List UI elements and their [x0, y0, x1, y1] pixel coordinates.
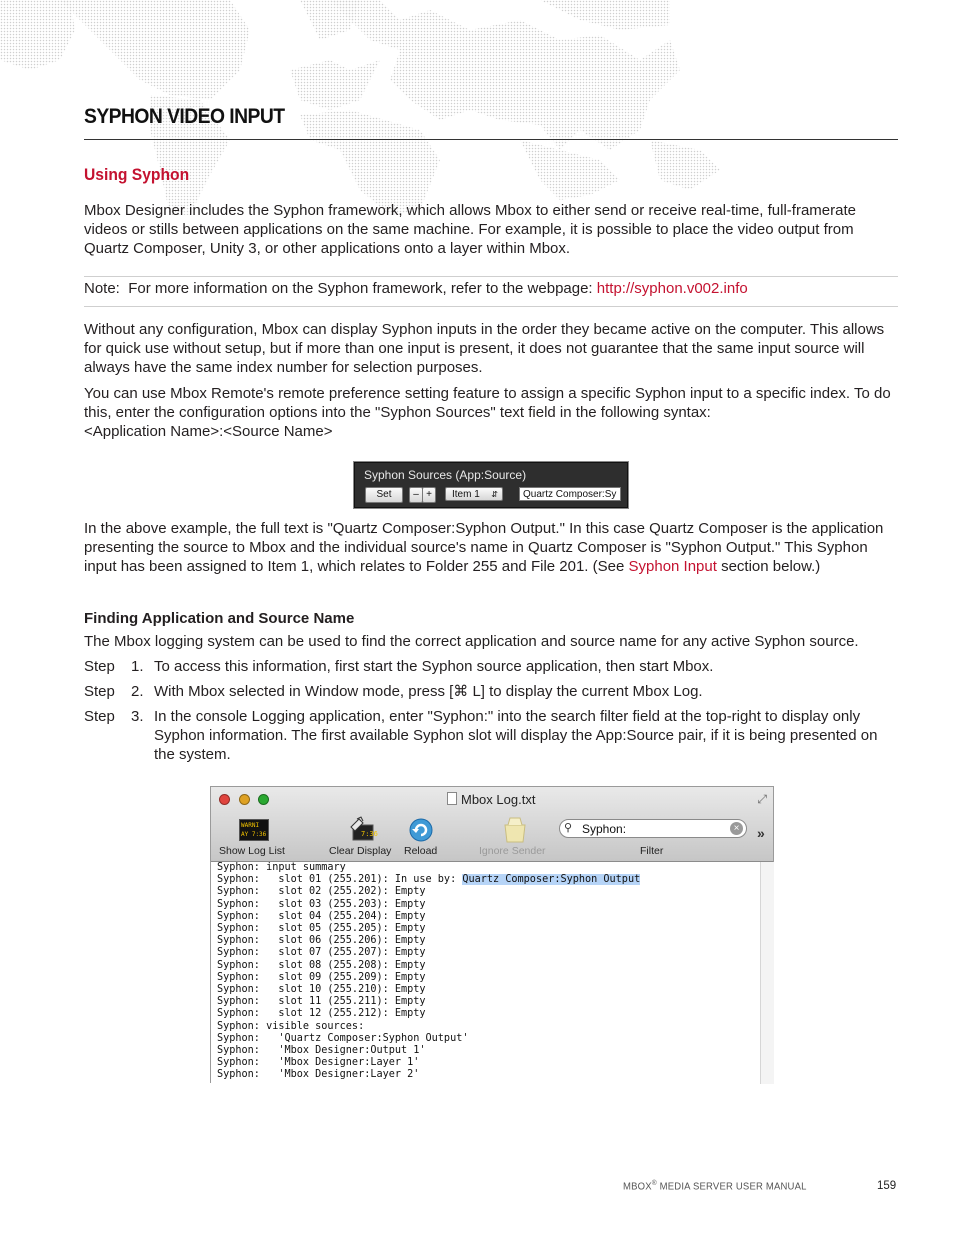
finding-heading: Finding Application and Source Name [84, 610, 355, 627]
log-line: Syphon: 'Mbox Designer:Layer 1' [217, 1057, 420, 1069]
log-highlight: Quartz Composer:Syphon Output [462, 874, 641, 886]
log-line: Syphon: slot 06 (255.206): Empty [217, 935, 426, 947]
log-line: Syphon: slot 03 (255.203): Empty [217, 898, 426, 910]
document-icon [447, 792, 457, 805]
set-button[interactable]: Set [365, 487, 403, 503]
log-line-text: Syphon: slot 01 (255.201): In use by: [217, 874, 463, 886]
show-log-list-button[interactable]: Show Log List [219, 845, 285, 857]
section-title: SYPHON VIDEO INPUT [84, 105, 285, 128]
log-line: Syphon: 'Mbox Designer:Layer 2' [217, 1069, 420, 1081]
log-line: Syphon: 'Quartz Composer:Syphon Output' [217, 1032, 469, 1044]
finding-intro: The Mbox logging system can be used to find the correct application and source name for any active Syphon source. [84, 633, 859, 650]
warning-log-icon[interactable]: WARNI AY 7:36 [239, 819, 269, 841]
step-text: In the console Logging application, enter "Syphon:" into the search filter field at the top-right to display only Syphon information. The first available Syphon slot will display the App:Source pair, if it is being presented on the system. [154, 708, 878, 763]
note-label: Note: [84, 280, 120, 297]
syphon-input-link[interactable]: Syphon Input [628, 557, 717, 575]
window-title: Mbox Log.txt [461, 792, 536, 807]
log-line: Syphon: slot 12 (255.212): Empty [217, 1008, 426, 1020]
clear-search-icon[interactable]: × [730, 822, 743, 835]
intro-paragraph: Mbox Designer includes the Syphon framework, which allows Mbox to either send or receive real-time, full-framerate videos or stills between applications on the same machine. For example, it is possible to place the video output from Quartz Composer, Unity 3, or other applications onto a layer within Mbox. [84, 202, 856, 257]
svg-text:7:36: 7:36 [361, 830, 378, 838]
page-number: 159 [877, 1180, 897, 1192]
decrement-button[interactable]: – [409, 487, 423, 503]
paragraph-example-end: section below.) [716, 557, 821, 575]
log-line: Syphon: slot 07 (255.207): Empty [217, 947, 426, 959]
subsection-title: Using Syphon [84, 165, 190, 184]
note-text: For more information on the Syphon framework, refer to the webpage: [128, 280, 593, 297]
step-label: Step [84, 658, 115, 675]
ignore-sender-icon[interactable] [502, 815, 528, 843]
step-number: 2. [131, 683, 144, 700]
clear-display-button[interactable]: Clear Display [329, 845, 392, 857]
syphon-sources-widget [354, 462, 628, 508]
log-line: Syphon: slot 11 (255.211): Empty [217, 996, 426, 1008]
note [84, 280, 898, 299]
log-output [217, 862, 757, 1082]
minimize-window-button[interactable] [239, 794, 250, 805]
step-text: To access this information, first start the Syphon source application, then start Mbox. [154, 658, 714, 675]
syntax-text: <Application Name>:<Source Name> [84, 422, 333, 440]
note-rule-bottom [84, 306, 898, 307]
reload-icon[interactable] [408, 817, 434, 843]
footer-title-text: MEDIA SERVER USER MANUAL [656, 1181, 807, 1193]
close-window-button[interactable] [219, 794, 230, 805]
syphon-source-field[interactable]: Quartz Composer:Sy [519, 487, 621, 501]
footer-brand: MBOX [623, 1181, 652, 1193]
paragraph-example [84, 520, 898, 576]
section-title-rule [84, 139, 898, 140]
paragraph-example-text: In the above example, the full text is "Quartz Composer:Syphon Output." In this case Quartz Composer is the application presenting the source to Mbox and the individual source's name in Quartz Composer is "Syphon Output." This Syphon input has been assigned to Item 1, which relates to Folder 255 and File 201. (See [84, 520, 884, 575]
footer-registered-mark: ® [651, 1180, 657, 1187]
log-line [217, 874, 757, 886]
step-label: Step [84, 683, 115, 700]
mbox-log-window [210, 786, 774, 1083]
log-line: Syphon: slot 04 (255.204): Empty [217, 910, 426, 922]
log-scrollbar[interactable] [760, 862, 774, 1084]
step-number: 3. [131, 708, 144, 725]
note-rule-top [84, 276, 898, 277]
toolbar-overflow-icon[interactable]: » [757, 825, 765, 841]
item-select-value: Item 1 [452, 489, 480, 500]
search-icon: ⚲ [564, 822, 573, 834]
step-label: Step [84, 708, 115, 725]
syphon-sources-title: Syphon Sources (App:Source) [364, 468, 527, 482]
increment-button[interactable]: + [422, 487, 436, 503]
log-line: Syphon: slot 09 (255.209): Empty [217, 971, 426, 983]
log-line: Syphon: slot 08 (255.208): Empty [217, 959, 426, 971]
log-toolbar [211, 787, 773, 862]
log-line: Syphon: slot 10 (255.210): Empty [217, 984, 426, 996]
fullscreen-icon[interactable]: ⤢ [757, 792, 767, 806]
filter-search-input[interactable] [582, 821, 722, 836]
log-line: Syphon: input summary [217, 862, 346, 873]
footer-manual-title [623, 1180, 807, 1192]
clear-display-icon[interactable] [349, 817, 378, 841]
select-arrows-icon: ⇵ [491, 490, 498, 499]
step-number: 1. [131, 658, 144, 675]
filter-search-field[interactable] [559, 819, 747, 838]
step-text: With Mbox selected in Window mode, press [⌘ L] to display the current Mbox Log. [154, 683, 703, 700]
zoom-window-button[interactable] [258, 794, 269, 805]
log-line: Syphon: slot 02 (255.202): Empty [217, 886, 426, 898]
paragraph-remote-preference [84, 385, 898, 441]
log-line: Syphon: slot 05 (255.205): Empty [217, 923, 426, 935]
ignore-sender-button[interactable]: Ignore Sender [479, 845, 546, 857]
item-select[interactable] [445, 487, 503, 501]
paragraph-default-order: Without any configuration, Mbox can display Syphon inputs in the order they became active on the computer. This allows for quick use without setup, but if more than one input is present, it does not guarantee that the same input source will always have the same index number for selection purposes. [84, 321, 885, 376]
reload-button[interactable]: Reload [404, 845, 438, 857]
filter-label: Filter [640, 845, 664, 857]
log-line: Syphon: 'Mbox Designer:Output 1' [217, 1045, 426, 1057]
log-line: Syphon: visible sources: [217, 1020, 365, 1032]
syphon-website-link[interactable]: http://syphon.v002.info [596, 280, 748, 297]
paragraph-remote-preference-text: You can use Mbox Remote's remote preference setting feature to assign a specific Syphon input to a specific index. To do this, enter the configuration options into the "Syphon Sources" text field in the following syntax: [84, 385, 891, 421]
